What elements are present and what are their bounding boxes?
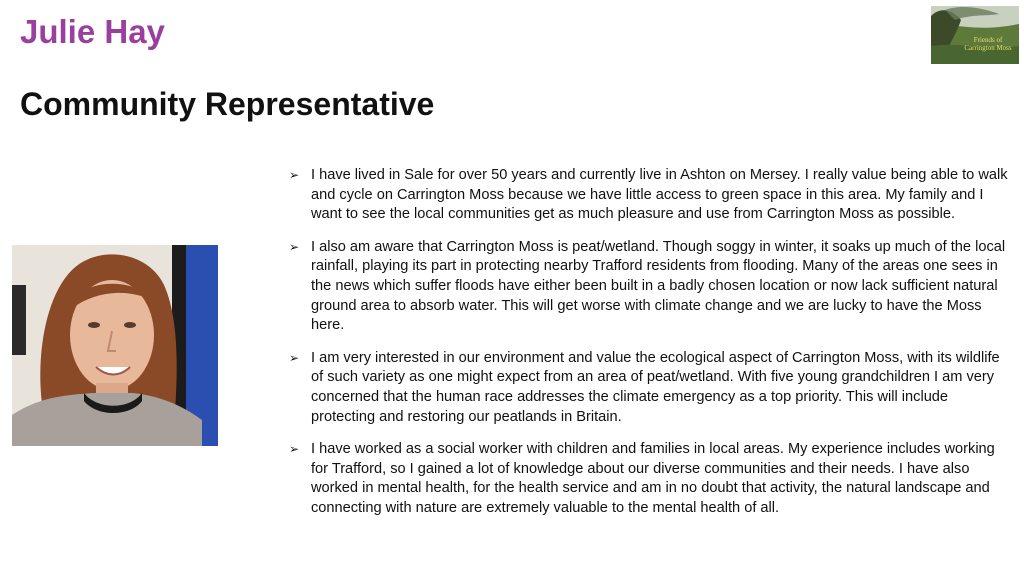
bullet-text: I am very interested in our environment and value the ecological aspect of Carrington Moss, with its wildlife of such variety as one might expect from an area of peat/wetland. With five young grandchildren I am very concerned that the human race addresses the climate emergency as a top priority. This will include protecting and restoring our peatlands in Britain. [311, 349, 1000, 425]
friends-of-carrington-moss-logo [931, 6, 1019, 64]
arrow-bullet-icon: ➢ [289, 168, 300, 182]
arrow-bullet-icon: ➢ [289, 350, 300, 365]
landscape-logo-image [931, 6, 1019, 64]
person-name: Julie Hay [20, 13, 165, 50]
list-item [289, 166, 1014, 225]
role-title: Community Representative [20, 86, 435, 122]
bullet-text: I also am aware that Carrington Moss is peat/wetland. Though soggy in winter, it soaks up much of the local rainfall, playing its part in protecting nearby Trafford residents from flooding. Many of the areas one sees in the news which suffer floods have either been built in a badly chosen location or now lack sufficient natural ground area to absorb water. This will get worse with climate change and we are lucky to have the Moss here. [311, 238, 1006, 334]
logo-text: Friends of Carrington Moss [964, 36, 1012, 52]
bullet-text: I have worked as a social worker with children and families in local areas. My experience includes working for Trafford, so I gained a lot of knowledge about our diverse communities and their needs. I have also worked in mental health, for the health service and am in no doubt that activity, the natural landscape and connecting with nature are extremely valuable to the mental health of all. [311, 441, 995, 516]
arrow-bullet-icon: ➢ [289, 239, 300, 254]
list-item [289, 349, 1014, 427]
person-portrait-icon [12, 245, 218, 446]
arrow-bullet-icon: ➢ [289, 442, 300, 457]
list-item [289, 440, 1014, 518]
bullet-list [289, 166, 1014, 532]
list-item [289, 238, 1014, 336]
bullet-text: I have lived in Sale for over 50 years and currently live in Ashton on Mersey. I really value being able to walk and cycle on Carrington Moss because we have little access to green space in this area. My family and I want to see the local communities get as much pleasure and use from Carrington Moss as possible. [311, 167, 1008, 223]
portrait-photo [12, 245, 218, 446]
